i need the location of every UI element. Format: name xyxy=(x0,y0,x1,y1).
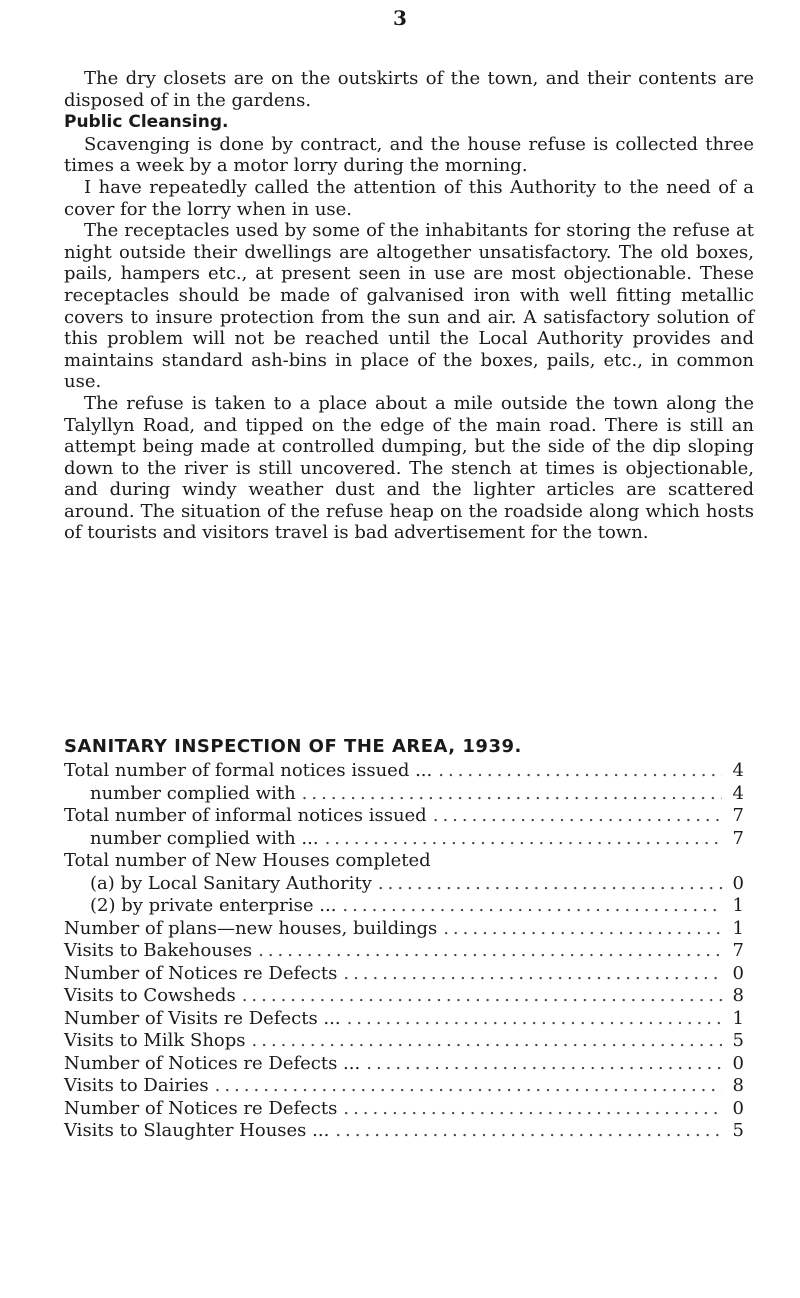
table-row xyxy=(64,918,744,941)
table-row xyxy=(64,1008,744,1031)
row-value: 0 xyxy=(732,1097,744,1119)
row-label: Total number of formal notices issued ... xyxy=(64,760,433,781)
table-row xyxy=(64,1098,744,1121)
table-row xyxy=(64,873,744,896)
row-value: 1 xyxy=(732,1007,744,1029)
row-label: Number of Notices re Defects xyxy=(64,1097,338,1119)
leader-dots xyxy=(209,1075,722,1098)
row-value: 5 xyxy=(732,1120,744,1141)
paragraph-dry-closets: The dry closets are on the outskirts of the town, and their contents are disposed of in the gardens. xyxy=(64,68,754,111)
row-label: number complied with ... xyxy=(90,827,319,849)
row-label: Number of Notices re Defects ... xyxy=(64,1052,361,1074)
leader-dots xyxy=(236,985,722,1008)
leader-dots xyxy=(246,1030,722,1053)
section-heading-label: Public Cleansing. xyxy=(64,112,229,133)
leader-dots xyxy=(341,1008,722,1031)
table-row xyxy=(64,783,744,806)
table-row xyxy=(64,963,744,986)
leader-dots xyxy=(337,1098,722,1121)
page-number: 3 xyxy=(393,6,407,30)
row-value: 7 xyxy=(732,805,744,826)
table-row xyxy=(64,850,744,873)
leader-dots xyxy=(336,895,722,918)
table-row xyxy=(64,940,744,963)
leader-dots xyxy=(319,828,722,851)
leader-dots xyxy=(360,1053,722,1076)
row-value: 8 xyxy=(732,985,744,1006)
leader-dots xyxy=(329,1120,722,1143)
row-value: 0 xyxy=(732,872,744,894)
row-value: 5 xyxy=(732,1030,744,1051)
row-value: 1 xyxy=(732,895,744,916)
row-value: 0 xyxy=(732,962,744,984)
row-label: Number of Visits re Defects ... xyxy=(64,1007,341,1029)
leader-dots xyxy=(432,760,722,783)
paragraph-refuse-tip: The refuse is taken to a place about a mile outside the town along the Talyllyn Road, and tipped on the edge of the main road. There is still an attempt being made at controlled dumping, but the side of the dip sloping down to the river is still uncovered. The stench at times is objectionable, and during windy weather dust and the lighter articles are scattered around. The situation of the refuse heap on the roadside along which hosts of tourists and visitors travel is bad advertisement for the town. xyxy=(64,392,754,544)
inspection-heading: SANITARY INSPECTION OF THE AREA, 1939. xyxy=(64,736,522,757)
row-value: 0 xyxy=(732,1052,744,1074)
table-row xyxy=(64,828,744,851)
row-value: 8 xyxy=(732,1075,744,1096)
section-heading-public-cleansing xyxy=(64,111,754,134)
leader-dots xyxy=(437,918,722,941)
row-label: Visits to Cowsheds xyxy=(64,985,236,1006)
table-row xyxy=(64,895,744,918)
table-row xyxy=(64,805,744,828)
table-row xyxy=(64,1030,744,1053)
row-label: Visits to Bakehouses xyxy=(64,940,253,961)
row-label: Number of Notices re Defects xyxy=(64,962,338,984)
paragraph-scavenging: Scavenging is done by contract, and the house refuse is collected three times a week by a motor lorry during the morning. xyxy=(64,133,754,177)
paragraph-lorry-cover: I have repeatedly called the attention of this Authority to the need of a cover for the lorry when in use. xyxy=(64,176,754,220)
row-value: 7 xyxy=(732,827,744,849)
row-label: Visits to Dairies xyxy=(64,1075,209,1096)
row-label: Number of plans—new houses, buildings xyxy=(64,917,438,939)
row-label: (2) by private enterprise ... xyxy=(90,895,337,916)
row-label: Visits to Slaughter Houses ... xyxy=(64,1120,330,1141)
table-row xyxy=(64,1120,744,1143)
paragraph-receptacles: The receptacles used by some of the inhabitants for storing the refuse at night outside their dwellings are altogether unsatisfactory. The old boxes, pails, hampers etc., at present seen in use are most objectionable. These receptacles should be made of galvanised iron with well fitting metallic covers to insure protection from the sun and air. A satisfactory solution of this problem will not be reached until the Local Authority provides and maintains standard ash-bins in place of the boxes, pails, etc., in common use. xyxy=(64,220,754,393)
table-row xyxy=(64,1053,744,1076)
row-label: Total number of informal notices issued xyxy=(64,805,427,826)
body-text xyxy=(64,68,754,544)
row-value: 4 xyxy=(732,782,744,804)
table-row xyxy=(64,1075,744,1098)
row-label: Visits to Milk Shops xyxy=(64,1030,246,1051)
leader-dots xyxy=(252,940,722,963)
leader-dots xyxy=(337,963,722,986)
row-label: (a) by Local Sanitary Authority xyxy=(90,872,372,894)
inspection-table xyxy=(64,760,744,1143)
row-value: 4 xyxy=(732,760,744,781)
table-row xyxy=(64,985,744,1008)
row-label: Total number of New Houses completed xyxy=(64,850,431,871)
leader-dots xyxy=(427,805,722,828)
row-value: 7 xyxy=(732,940,744,961)
table-row xyxy=(64,760,744,783)
leader-dots xyxy=(372,873,722,896)
row-label: number complied with xyxy=(90,782,296,804)
leader-dots xyxy=(296,783,722,806)
row-value: 1 xyxy=(732,917,744,939)
